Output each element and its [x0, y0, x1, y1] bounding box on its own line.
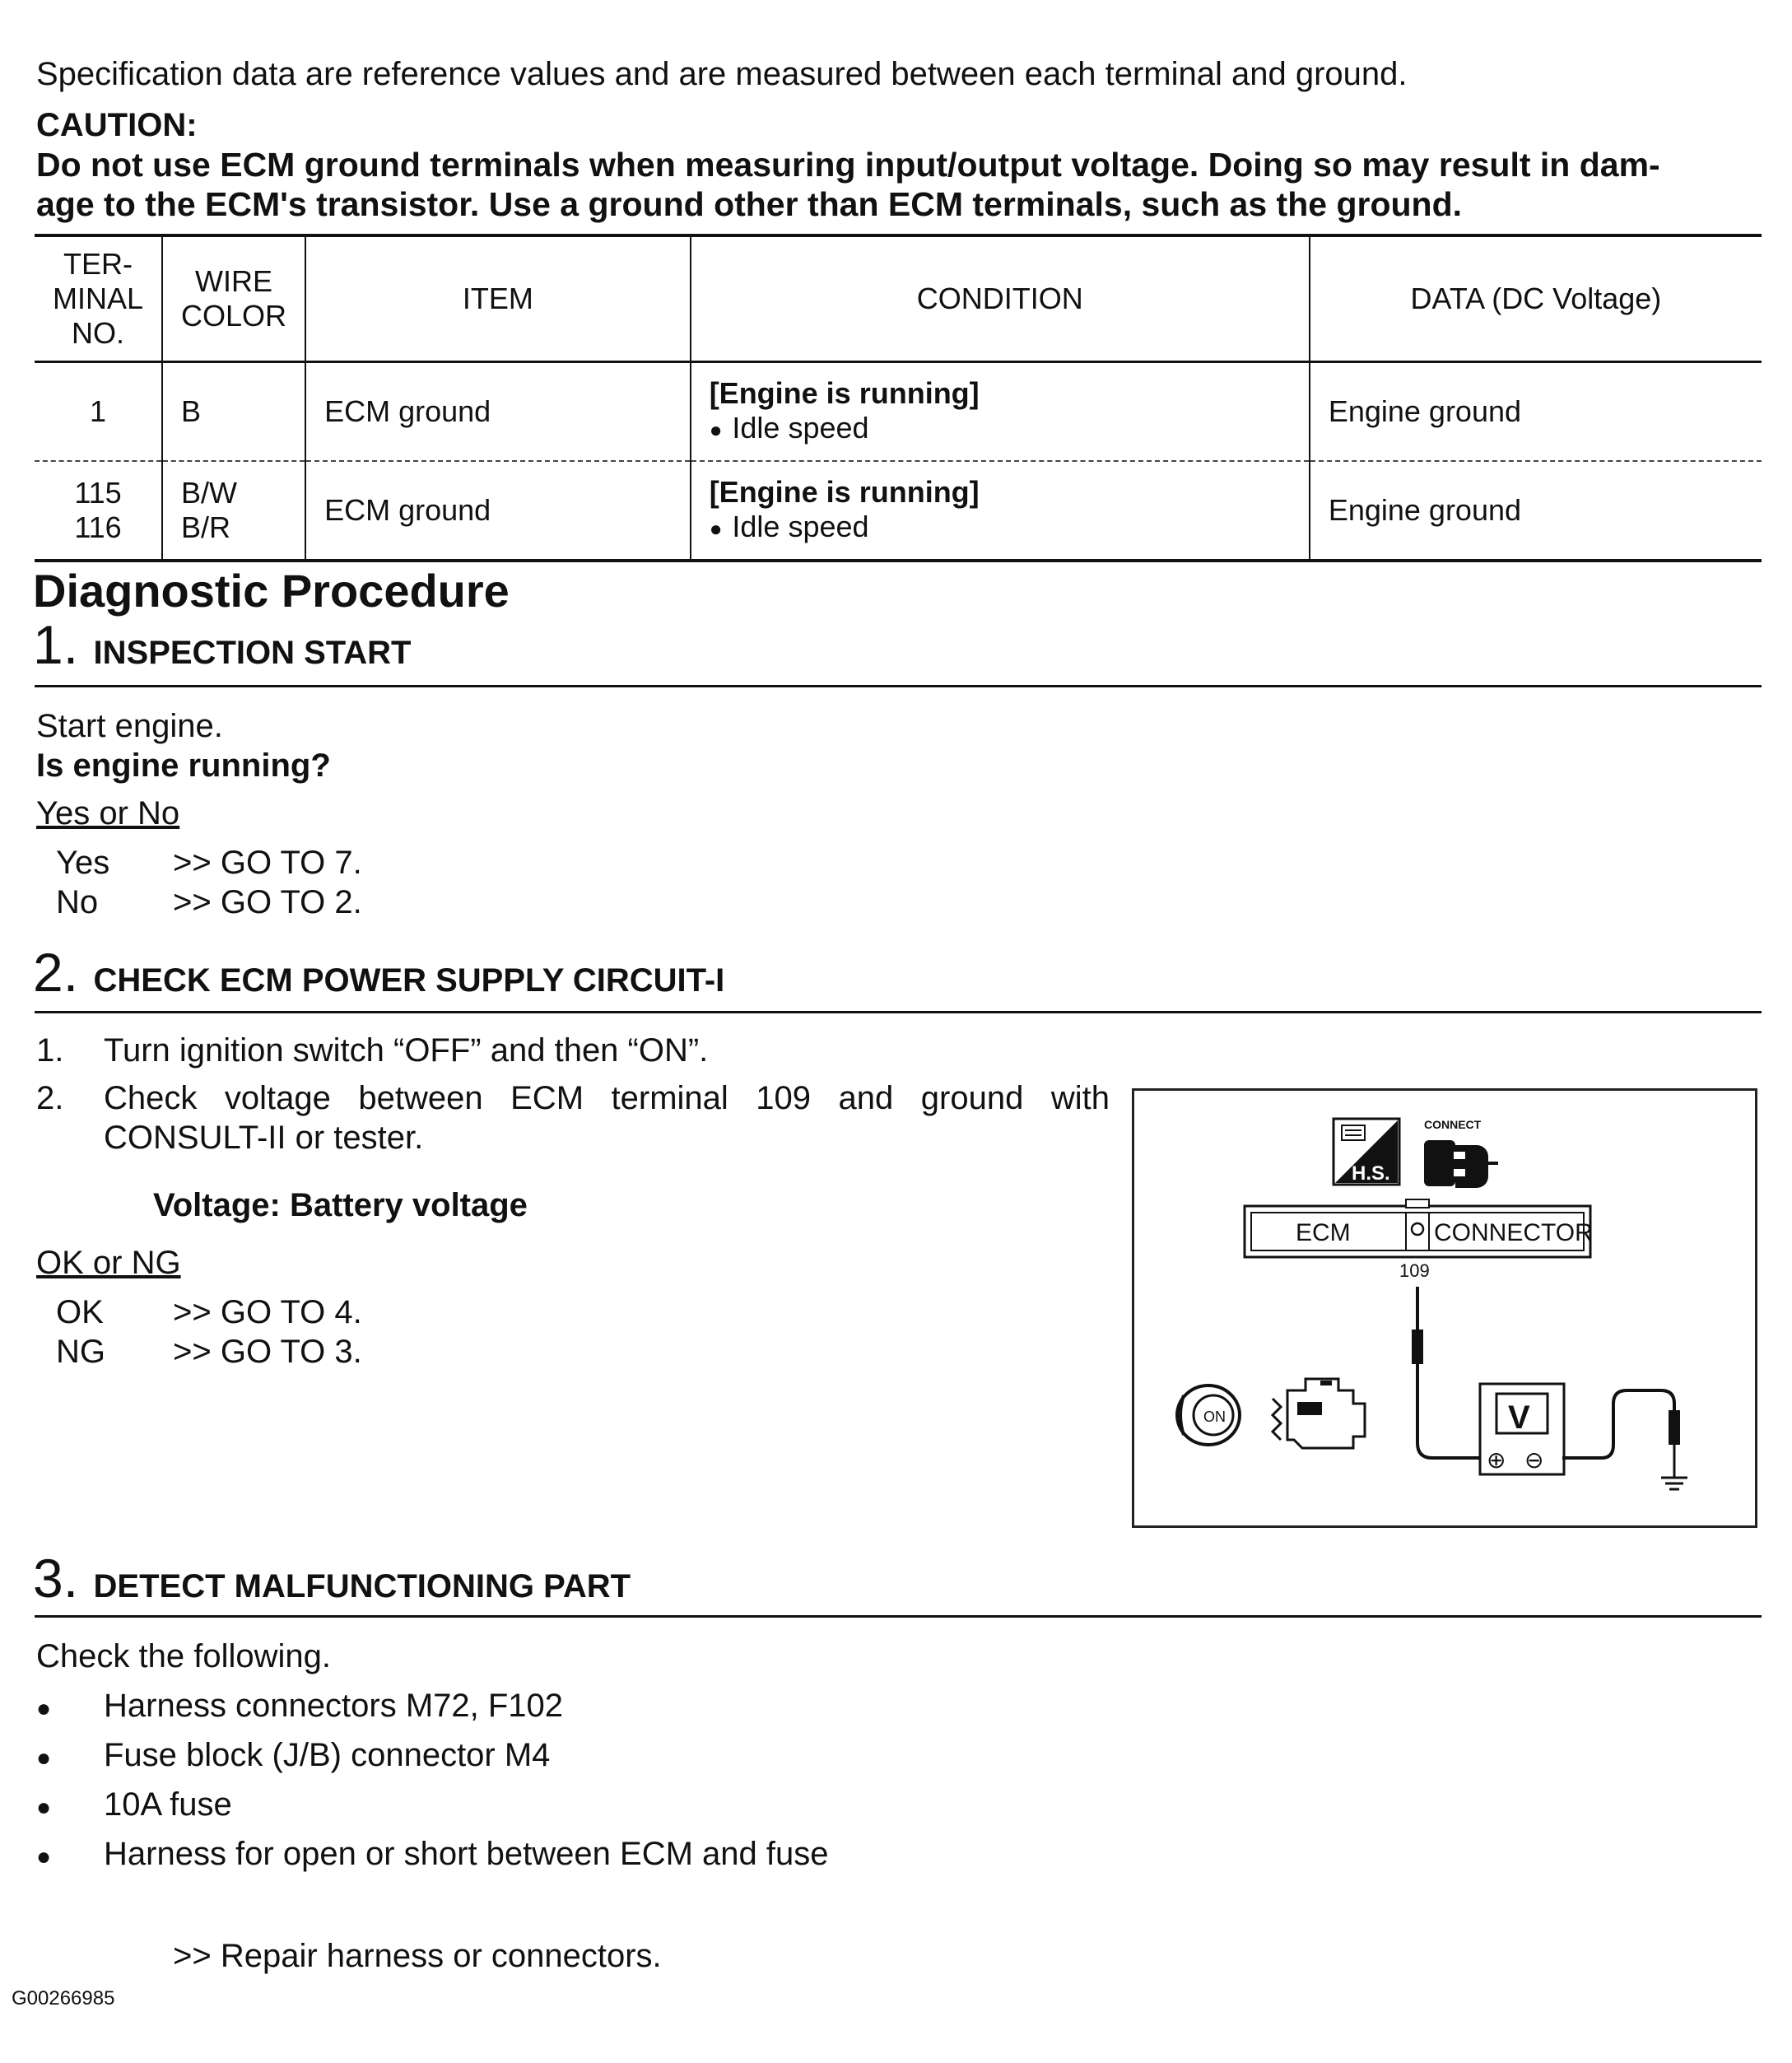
step-2-item-2-line-2: CONSULT-II or tester.	[104, 1120, 424, 1156]
minus-terminal: ⊖	[1524, 1446, 1544, 1474]
step-2-item-1-text: Turn ignition switch “OFF” and then “ON”.	[104, 1032, 709, 1069]
step-2-spec: Voltage: Battery voltage	[153, 1187, 528, 1223]
condition-cell: [Engine is running] ● Idle speed	[691, 362, 1310, 462]
bullet-icon: ●	[36, 1744, 52, 1772]
data-cell: Engine ground	[1310, 461, 1762, 561]
header-condition: CONDITION	[691, 235, 1310, 362]
bullet-icon: ●	[709, 516, 723, 542]
spec-note: Specification data are reference values and are measured between each terminal and ground.	[36, 56, 1408, 92]
ground-icon	[1661, 1478, 1687, 1489]
ng-label: NG	[56, 1334, 105, 1370]
ng-action: >> GO TO 3.	[173, 1334, 362, 1370]
bullet-icon: ●	[36, 1843, 52, 1870]
on-label: ON	[1203, 1409, 1226, 1425]
step-2-item-2-num: 2.	[36, 1080, 64, 1116]
item-cell: ECM ground	[305, 461, 691, 561]
table-row	[35, 461, 1762, 561]
ignition-on-icon	[1177, 1385, 1240, 1445]
engine-icon	[1273, 1379, 1365, 1448]
step-2-item-2-line-1: Check voltage between ECM terminal 109 and ground with	[104, 1080, 1110, 1116]
no-label: No	[56, 884, 99, 920]
list-item: ● 10A fuse	[36, 1785, 828, 1834]
plus-terminal: ⊕	[1487, 1446, 1506, 1474]
step-1-instruction: Start engine.	[36, 708, 223, 744]
wire-color-cell: B/W B/R	[162, 461, 305, 561]
divider	[35, 1011, 1762, 1013]
divider	[35, 685, 1762, 687]
connector-label: CONNECTOR	[1434, 1219, 1593, 1246]
connect-label: CONNECT	[1424, 1118, 1482, 1131]
meter-label: V	[1508, 1399, 1530, 1436]
header-wire-color: WIRE COLOR	[162, 235, 305, 362]
list-item: ● Harness for open or short between ECM and fuse	[36, 1834, 828, 1884]
procedure-title: Diagnostic Procedure	[33, 565, 510, 617]
harness-side-icon	[1334, 1119, 1399, 1185]
no-action: >> GO TO 2.	[173, 884, 362, 920]
yes-action: >> GO TO 7.	[173, 845, 362, 881]
step-2-heading: 2. CHECK ECM POWER SUPPLY CIRCUIT-I	[33, 942, 725, 1003]
step-2-item-1-num: 1.	[36, 1032, 64, 1069]
yes-label: Yes	[56, 845, 110, 881]
terminal-cell: 115 116	[35, 461, 162, 561]
step-2-choice-label: OK or NG	[36, 1245, 181, 1281]
terminal-spec-table	[35, 234, 1762, 562]
header-data: DATA (DC Voltage)	[1310, 235, 1762, 362]
step-1-heading: 1. INSPECTION START	[33, 614, 412, 675]
ok-action: >> GO TO 4.	[173, 1294, 362, 1330]
footer-id: G00266985	[12, 1987, 115, 2009]
ecm-connector	[1245, 1199, 1593, 1257]
condition-cell: [Engine is running] ● Idle speed	[691, 461, 1310, 561]
connect-icon	[1424, 1118, 1498, 1188]
caution-label: CAUTION:	[36, 107, 198, 143]
step-1-question: Is engine running?	[36, 747, 331, 784]
table-row	[35, 362, 1762, 462]
divider	[35, 1615, 1762, 1618]
terminal-109-label: 109	[1399, 1260, 1430, 1281]
header-terminal-no: TER- MINAL NO.	[35, 235, 162, 362]
list-item: ● Harness connectors M72, F102	[36, 1686, 828, 1735]
ok-label: OK	[56, 1294, 104, 1330]
step-3-intro: Check the following.	[36, 1638, 331, 1674]
bullet-icon: ●	[36, 1695, 52, 1722]
step-3-action: >> Repair harness or connectors.	[173, 1938, 662, 1974]
ecm-label: ECM	[1296, 1219, 1351, 1246]
data-cell: Engine ground	[1310, 362, 1762, 462]
terminal-cell: 1	[35, 362, 162, 462]
step-3-heading: 3. DETECT MALFUNCTIONING PART	[33, 1548, 631, 1609]
caution-line-1: Do not use ECM ground terminals when measuring input/output voltage. Doing so may result in dam-	[36, 146, 1660, 184]
bullet-icon: ●	[709, 417, 723, 443]
voltage-check-diagram	[1132, 1088, 1757, 1528]
voltmeter-icon	[1480, 1384, 1564, 1474]
table-header-row	[35, 235, 1762, 362]
item-cell: ECM ground	[305, 362, 691, 462]
hs-label: H.S.	[1352, 1162, 1390, 1185]
check-list	[36, 1686, 828, 1884]
bullet-icon: ●	[36, 1794, 52, 1821]
caution-line-2: age to the ECM's transistor. Use a ground other than ECM terminals, such as the ground.	[36, 185, 1463, 223]
step-1-choice-label: Yes or No	[36, 795, 180, 831]
wire-color-cell: B	[162, 362, 305, 462]
header-item: ITEM	[305, 235, 691, 362]
list-item: ● Fuse block (J/B) connector M4	[36, 1735, 828, 1785]
